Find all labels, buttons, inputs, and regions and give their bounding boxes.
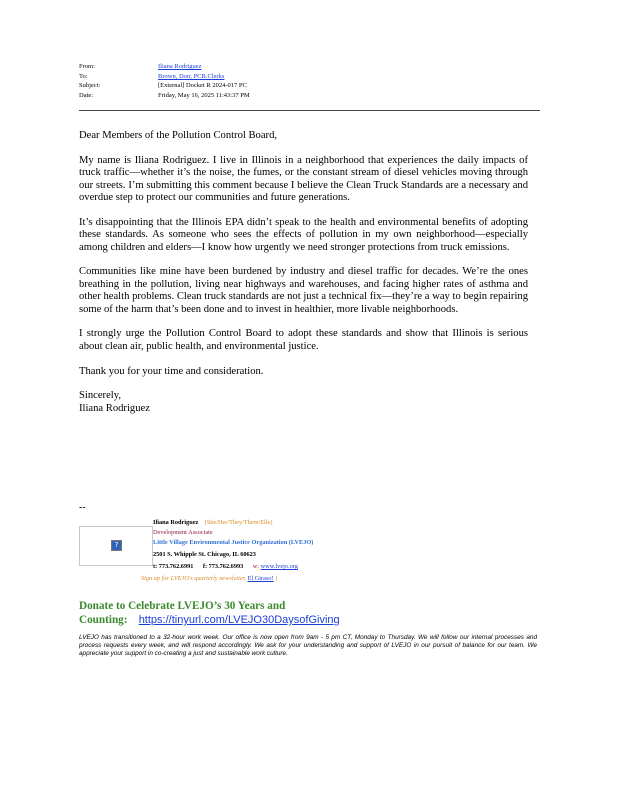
sig-pronouns: (She/Her/They/Them/Elle) xyxy=(204,519,273,526)
paragraph-4: I strongly urge the Pollution Control Board to adopt these standards and show that Illinois is serious about clean air, public health, and environmental justice. xyxy=(79,328,528,352)
sig-web-link[interactable]: www.lvejo.org xyxy=(260,563,298,570)
sig-name: Iliana Rodriguez xyxy=(153,519,199,526)
subject-value: [External] Docket R 2024-017 PC xyxy=(158,82,247,90)
sig-newsletter-link[interactable]: El Giraso! xyxy=(247,575,274,582)
sig-phone: t: 773.762.6991 xyxy=(153,563,194,570)
from-label: From: xyxy=(79,63,95,70)
paragraph-2: It’s disappointing that the Illinois EPA didn’t speak to the health and environmental benefits of adopting these standards. As someone who sees the effects of pollution in my own neighborhood—especially among children and elders—I know how urgently we need stronger protections from truck emissions. xyxy=(79,216,528,253)
sig-web-label: w: xyxy=(252,563,260,570)
sig-org: Little Village Environmental Justice Organization (LVEJO) xyxy=(153,539,314,546)
date-row xyxy=(79,91,250,101)
paragraph-1: My name is Iliana Rodriguez. I live in Illinois in a neighborhood that experiences the daily impacts of truck traffic—whether it’s the noise, the fumes, or the constant stream of diesel vehicles moving through our streets. I’m submitting this comment because I believe the Clean Truck Standards are a necessary and overdue step to protect our communities and future generations. xyxy=(79,154,528,204)
footer-note: LVEJO has transitioned to a 32-hour work week. Our office is now open from 9am - 5 pm CT, Monday to Thursday. We will follow our internal processes and process requests every week, and will respond accordingly. We ask for your understanding and support of LVEJO in our pursuit of balance for our team. We appreciate your support in co-creating a just and sustainable work culture. xyxy=(79,634,537,657)
from-row xyxy=(79,62,250,72)
sig-fax: f: 773.762.6993 xyxy=(202,563,244,570)
email-header xyxy=(79,62,250,100)
sig-newsletter-end: ) xyxy=(275,575,278,582)
signature-separator: -- xyxy=(79,502,86,513)
donate-line-2 xyxy=(79,613,340,627)
from-link[interactable]: Iliana Rodriguez xyxy=(158,63,202,70)
sig-contact-line xyxy=(153,562,298,571)
subject-row xyxy=(79,81,250,91)
sig-newsletter-line xyxy=(141,574,277,583)
date-value: Friday, May 16, 2025 11:43:37 PM xyxy=(158,91,250,99)
sig-name-line xyxy=(153,518,272,527)
closing: Sincerely, xyxy=(79,390,121,402)
sig-address: 2501 S. Whipple St. Chicago, IL 60623 xyxy=(153,551,256,558)
logo-placeholder xyxy=(79,526,153,566)
broken-image-icon: ? xyxy=(111,540,122,551)
date-label: Date: xyxy=(79,91,94,99)
subject-label: Subject: xyxy=(79,82,101,90)
donate-line-1: Donate to Celebrate LVEJO’s 30 Years and xyxy=(79,600,286,612)
to-row xyxy=(79,72,250,82)
sig-newsletter-text: Sign up for LVEJO's quarterly newsletter, xyxy=(141,575,247,582)
salutation: Dear Members of the Pollution Control Board, xyxy=(79,130,278,141)
to-link[interactable]: Brown, Don; PCB.Clerks xyxy=(158,72,225,80)
signature-name: Iliana Rodriguez xyxy=(79,402,150,414)
donate-counting-label: Counting: xyxy=(79,614,128,626)
letter-body xyxy=(79,130,528,415)
paragraph-5: Thank you for your time and consideration. xyxy=(79,365,264,377)
donate-link[interactable]: https://tinyurl.com/LVEJO30DaysofGiving xyxy=(138,614,340,626)
to-label: To: xyxy=(79,72,88,80)
donate-block xyxy=(79,599,340,627)
paragraph-3: Communities like mine have been burdened by industry and diesel traffic for decades. We’re the ones breathing in the pollution, living near highways and warehouses, and facing higher rates of asthma and other health problems. Clean truck standards are not just a technical fix—they’re a way to begin repairing some of the harm that’s been done and to invest in healthier, more livable neighborhoods. xyxy=(79,266,528,315)
header-divider xyxy=(79,110,540,111)
sig-role: Development Associate xyxy=(153,529,213,536)
